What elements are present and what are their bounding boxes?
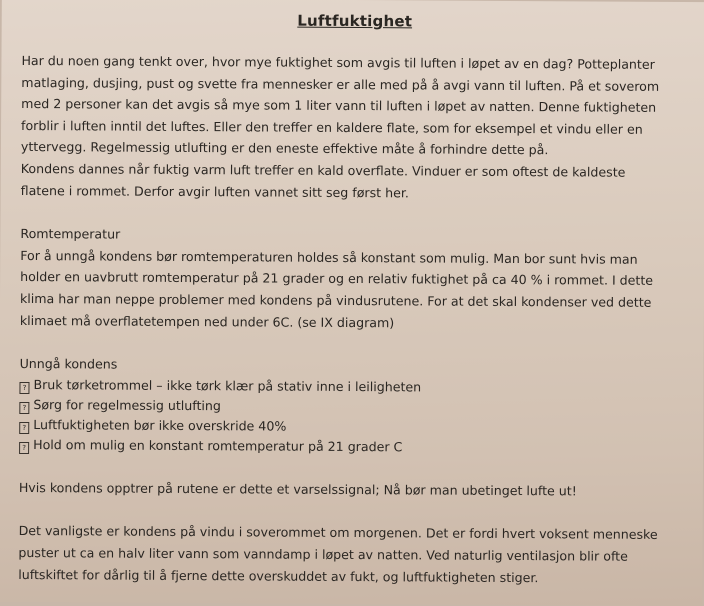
- romtemp-line: klimaet må overflatetempen ned under 6C. (se IX diagram): [19, 312, 395, 330]
- romtemp-line: holder en uavbrutt romtemperatur på 21 grader og en relativ fuktighet på ca 40 % i rommet. I dette: [20, 269, 654, 289]
- intro-line: yttervegg. Regelmessig utlufting er den eneste effektive måte å forhindre dette på.: [20, 139, 549, 158]
- unknown-glyph-icon: ?: [19, 402, 29, 414]
- closing-paragraph: [18, 520, 684, 589]
- section-heading-unnga-kondens: Unngå kondens: [19, 356, 118, 372]
- unknown-glyph-icon: ?: [19, 442, 29, 454]
- section-heading-romtemperatur: Romtemperatur: [20, 226, 121, 242]
- intro-paragraph: [21, 50, 688, 205]
- romtemperatur-section: [20, 223, 687, 335]
- intro-line: Kondens dannes når fuktig varm luft treffer en kald overflate. Vinduer er som oftest de kaldeste: [20, 160, 626, 180]
- intro-line: matlaging, dusjing, pust og svette fra mennesker er alle med på å avgi vann til luften. På et soverom: [21, 74, 660, 94]
- intro-line: med 2 personer kan det avgis så mye som 1 liter vann til luften i løpet av natten. Denne fuktigheten: [21, 96, 657, 116]
- intro-line: flatene i rommet. Derfor avgir luften vannet sitt seg først her.: [20, 182, 409, 200]
- closing-line: puster ut ca en halv liter vann som vanndamp i løpet av natten. Ved naturlig ventilasjon blir ofte: [18, 544, 628, 564]
- romtemp-line: For å unngå kondens bør romtemperaturen holdes så konstant som mulig. Man bor sunt hvis man: [20, 247, 638, 267]
- warning-paragraph: [19, 477, 685, 503]
- romtemp-line: klima har man neppe problemer med kondens på vindusrutene. For at det skal kondenser ved dette: [19, 290, 652, 310]
- bullet-item: [19, 435, 685, 459]
- bullet-text: Sørg for regelmessig utlufting: [33, 396, 221, 413]
- unknown-glyph-icon: ?: [19, 382, 29, 394]
- bullet-text: Bruk tørketrommel – ikke tørk klær på stativ inne i leiligheten: [33, 376, 422, 395]
- unknown-glyph-icon: ?: [19, 422, 29, 434]
- closing-line: Det vanligste er kondens på vindu i soverommet om morgenen. Det er fordi hvert voksent menneske: [18, 523, 658, 543]
- intro-line: forblir i luften inntil det luftes. Eller den treffer en kaldere flate, som for eksempel et vindu eller en: [21, 117, 643, 137]
- closing-line: luftskiftet for dårlig til å fjerne dette overskuddet av fukt, og luftfuktigheten stiger.: [18, 566, 539, 585]
- unnga-kondens-section: [19, 353, 686, 459]
- intro-line: Har du noen gang tenkt over, hvor mye fuktighet som avgis til luften i løpet av en dag? Potteplanter: [21, 52, 655, 72]
- warning-line: Hvis kondens opptrer på rutene er dette et varselssignal; Nå bør man ubetinget lufte ut!: [18, 479, 577, 499]
- page-title: Luftfuktighet: [297, 11, 413, 31]
- bullet-text: Luftfuktigheten bør ikke overskride 40%: [33, 416, 287, 434]
- bullet-text: Hold om mulig en konstant romtemperatur på 21 grader C: [33, 436, 403, 455]
